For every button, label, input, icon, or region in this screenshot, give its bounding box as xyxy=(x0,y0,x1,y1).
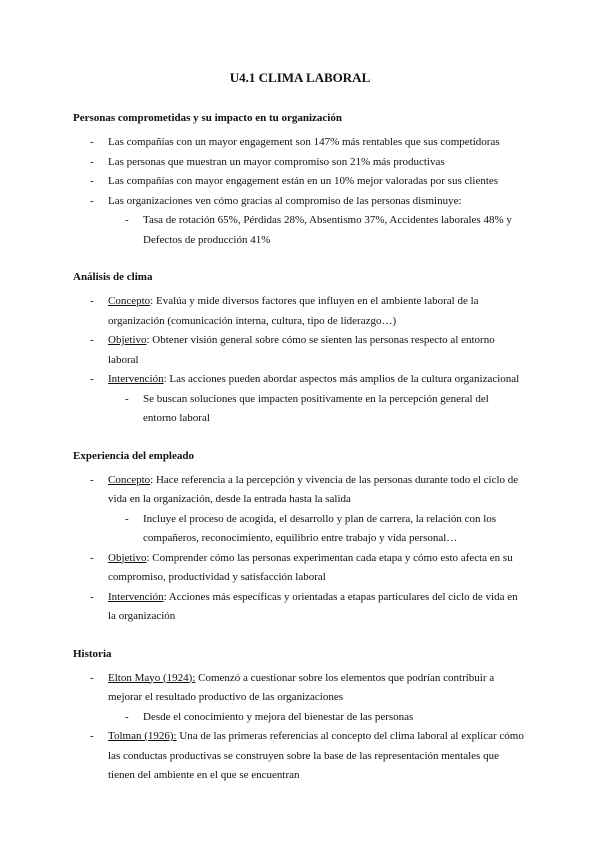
bullet-item xyxy=(73,471,525,510)
dash-bullet: - xyxy=(90,590,94,603)
bullet-text: Comenzó a cuestionar sobre los elementos que podrían contribuir a mejorar el resultado productivo de las organizaciones xyxy=(108,671,495,703)
dash-bullet: - xyxy=(125,710,129,723)
sub-bullet-item xyxy=(73,510,525,549)
sub-bullet-text: Tasa de rotación 65%, Pérdidas 28%, Absentismo 37%, Accidentes laborales 48% y Defectos de producción 41% xyxy=(143,214,512,246)
dash-bullet: - xyxy=(90,730,94,742)
bullet-text: : Hace referencia a la percepción y vivencia de las personas durante todo el ciclo de vida en la organización, desde la entrada hasta la salida xyxy=(108,473,519,505)
dash-bullet: - xyxy=(90,295,94,307)
dash-bullet: - xyxy=(90,551,94,564)
section-employee-experience xyxy=(73,450,525,627)
bullet-item xyxy=(73,172,525,192)
sub-bullet-text: Desde el conocimiento y mejora del bienestar de las personas xyxy=(143,710,414,723)
sub-bullet-item xyxy=(73,708,525,728)
document-content xyxy=(73,112,525,807)
dash-bullet: - xyxy=(90,334,94,346)
bullet-text: : Acciones más específicas y orientadas a etapas particulares del ciclo de vida en la organización xyxy=(108,590,518,622)
bullet-item xyxy=(73,588,525,627)
bullet-item xyxy=(73,292,525,331)
page-title: U4.1 CLIMA LABORAL xyxy=(229,70,371,85)
sub-bullet-text: Incluye el proceso de acogida, el desarrollo y plan de carrera, la relación con los compañeros, reconocimiento, equilibrio entre trabajo y vida personal… xyxy=(143,512,497,544)
bullet-label: Objetivo xyxy=(108,551,147,564)
dash-bullet: - xyxy=(125,214,129,226)
bullet-text: Las compañías con un mayor engagement son 147% más rentables que sus competidoras xyxy=(108,136,500,148)
bullet-label: Intervención xyxy=(108,590,164,603)
bullet-item xyxy=(73,370,525,390)
section-heading: Historia xyxy=(73,647,112,660)
dash-bullet: - xyxy=(90,155,94,168)
section-heading: Análisis de clima xyxy=(73,271,153,283)
bullet-text: Las personas que muestran un mayor compromiso son 21% más productivas xyxy=(108,155,445,168)
bullet-item xyxy=(73,669,525,708)
bullet-item xyxy=(73,133,525,153)
bullet-text: : Evalúa y mide diversos factores que influyen en el ambiente laboral de la organización (comunicación interna, cultura, tipo de liderazgo…) xyxy=(108,295,479,327)
bullet-item xyxy=(73,331,525,370)
bullet-text: Las compañías con mayor engagement están en un 10% mejor valoradas por sus clientes xyxy=(108,175,499,187)
bullet-label: Concepto xyxy=(108,473,151,486)
sub-bullet-item xyxy=(73,211,525,250)
bullet-label: Elton Mayo (1924): xyxy=(108,671,196,684)
section-climate-analysis xyxy=(73,271,525,429)
bullet-item xyxy=(73,549,525,588)
section-history xyxy=(73,648,525,786)
bullet-text: : Las acciones pueden abordar aspectos más amplios de la cultura organizacional xyxy=(163,373,520,385)
bullet-label: Objetivo xyxy=(108,334,147,346)
dash-bullet: - xyxy=(90,136,94,148)
dash-bullet: - xyxy=(90,194,94,207)
section-heading: Personas comprometidas y su impacto en tu organización xyxy=(73,112,342,124)
bullet-label: Tolman (1926): xyxy=(108,730,177,742)
bullet-text: : Obtener visión general sobre cómo se sienten las personas respecto al entorno laboral xyxy=(108,334,495,366)
bullet-label: Concepto xyxy=(108,295,151,307)
section-engagement xyxy=(73,112,525,250)
section-heading: Experiencia del empleado xyxy=(73,449,194,462)
dash-bullet: - xyxy=(90,175,94,187)
bullet-item xyxy=(73,192,525,212)
dash-bullet: - xyxy=(90,671,94,684)
dash-bullet: - xyxy=(90,473,94,486)
dash-bullet: - xyxy=(90,373,94,385)
bullet-label: Intervención xyxy=(108,373,164,385)
dash-bullet: - xyxy=(125,512,129,525)
bullet-item xyxy=(73,727,525,786)
dash-bullet: - xyxy=(125,392,129,405)
bullet-item xyxy=(73,153,525,173)
bullet-text: Una de las primeras referencias al concepto del clima laboral al explicar cómo las conductas productivas se construyen sobre la base de las representación mentales que tienen del ambiente en el que se encuentran xyxy=(108,730,524,781)
sub-bullet-item xyxy=(73,390,525,429)
bullet-text: Las organizaciones ven cómo gracias al compromiso de las personas disminuye: xyxy=(108,194,462,207)
bullet-text: : Comprender cómo las personas experimentan cada etapa y cómo esto afecta en su compromiso, productividad y satisfacción laboral xyxy=(108,551,513,583)
sub-bullet-text: Se buscan soluciones que impacten positivamente en la percepción general del entorno laboral xyxy=(143,392,489,424)
